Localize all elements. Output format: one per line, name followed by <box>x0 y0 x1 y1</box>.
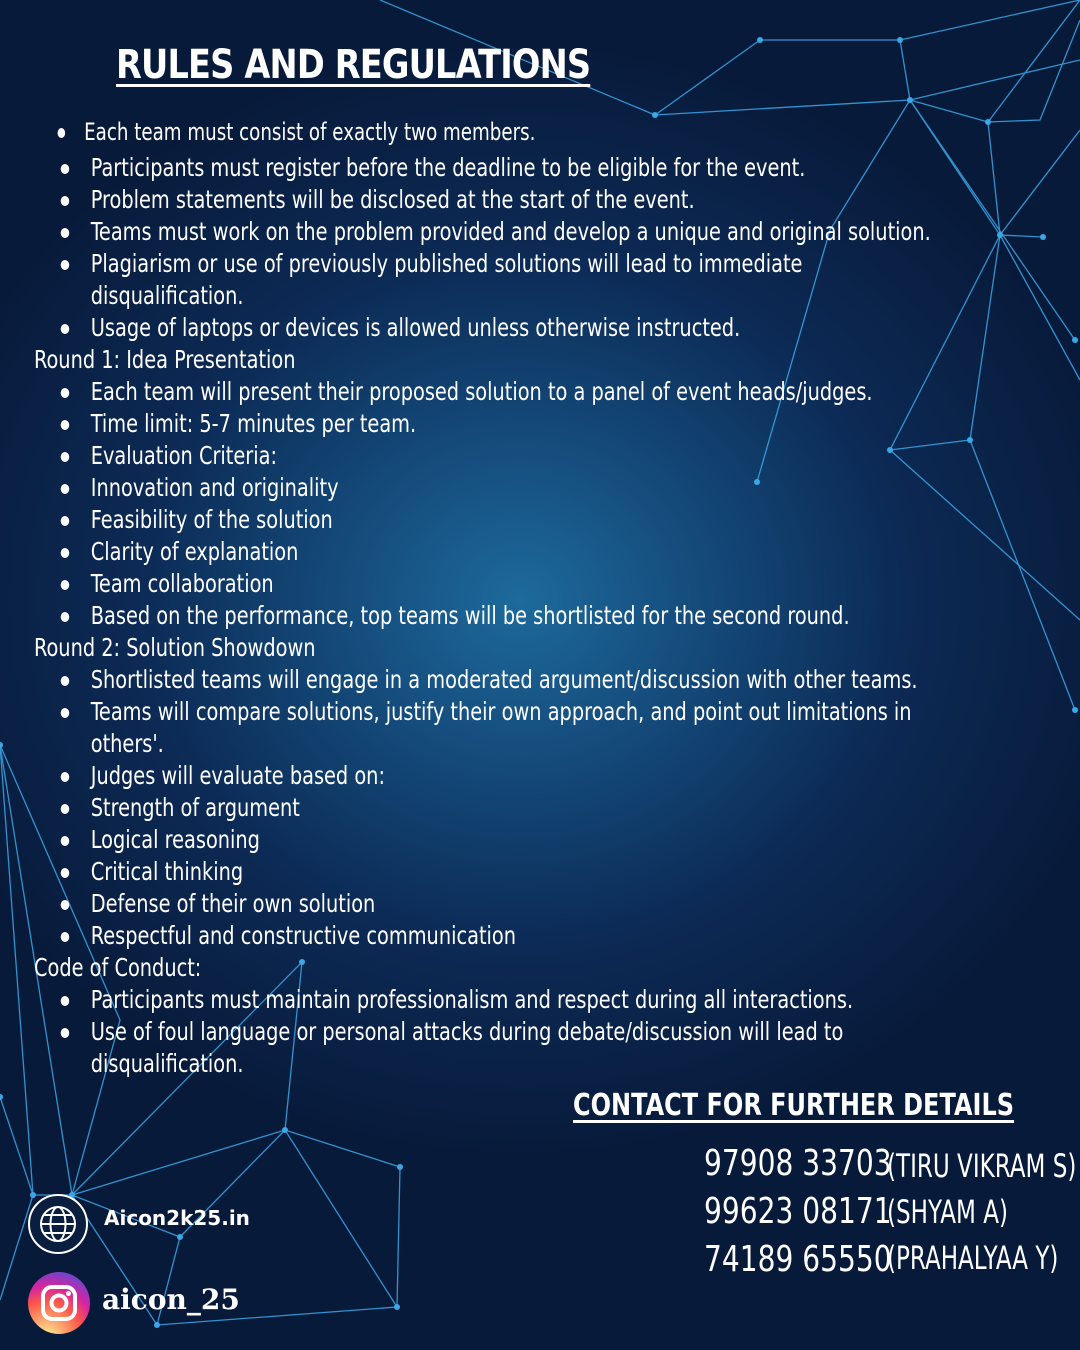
rule-item: Judges will evaluate based on: <box>34 760 911 792</box>
contact-entry <box>0 1143 1080 1189</box>
website-link[interactable]: Aicon2k25.in <box>104 1206 250 1230</box>
contact-phone[interactable]: 97908 33703 <box>704 1143 892 1184</box>
rule-item: Defense of their own solution <box>34 888 911 920</box>
rule-item: Participants must register before the deadline to be eligible for the event. <box>34 152 911 184</box>
page-title: RULES AND REGULATIONS <box>116 42 591 88</box>
rule-item: Each team will present their proposed solution to a panel of event heads/judges. <box>34 376 911 408</box>
contact-title: CONTACT FOR FURTHER DETAILS <box>573 1088 1015 1123</box>
rule-item: Feasibility of the solution <box>34 504 911 536</box>
globe-icon[interactable] <box>28 1194 88 1254</box>
rule-item: Teams will compare solutions, justify their own approach, and point out limitations in <box>34 696 911 728</box>
rule-item: Time limit: 5-7 minutes per team. <box>34 408 911 440</box>
rule-continuation: others'. <box>90 729 164 758</box>
rule-item: Logical reasoning <box>34 824 911 856</box>
contact-name: (SHYAM A) <box>887 1193 1008 1231</box>
contact-entry <box>0 1239 1080 1285</box>
rule-item: Team collaboration <box>34 568 911 600</box>
rule-item: Clarity of explanation <box>34 536 911 568</box>
rule-item: Evaluation Criteria: <box>34 440 911 472</box>
rule-item: Participants must maintain professionalism and respect during all interactions. <box>34 984 911 1016</box>
contact-name: (PRAHALYAA Y) <box>887 1239 1059 1277</box>
contact-phone[interactable]: 99623 08171 <box>704 1191 892 1232</box>
rule-item: Respectful and constructive communication <box>34 920 911 952</box>
rule-item: Plagiarism or use of previously published solutions will lead to immediate <box>34 248 911 280</box>
rule-item: Usage of laptops or devices is allowed unless otherwise instructed. <box>34 312 911 344</box>
rule-item: Teams must work on the problem provided and develop a unique and original solution. <box>34 216 911 248</box>
section-heading: Round 2: Solution Showdown <box>34 633 316 662</box>
rule-item: Each team must consist of exactly two members. <box>34 112 809 152</box>
rule-continuation: disqualification. <box>90 1049 244 1078</box>
instagram-icon[interactable] <box>28 1272 90 1334</box>
rule-item: Based on the performance, top teams will be shortlisted for the second round. <box>34 600 911 632</box>
contact-phone[interactable]: 74189 65550 <box>704 1239 892 1280</box>
rule-item: Problem statements will be disclosed at the start of the event. <box>34 184 911 216</box>
rule-item: Strength of argument <box>34 792 911 824</box>
rule-item: Innovation and originality <box>34 472 911 504</box>
rule-continuation: disqualification. <box>90 281 244 310</box>
rules-list <box>34 112 1054 1080</box>
rule-item: Shortlisted teams will engage in a moderated argument/discussion with other teams. <box>34 664 911 696</box>
rule-item: Use of foul language or personal attacks during debate/discussion will lead to <box>34 1016 911 1048</box>
rule-item: Critical thinking <box>34 856 911 888</box>
instagram-handle[interactable]: aicon_25 <box>102 1283 240 1316</box>
section-heading: Code of Conduct: <box>34 953 202 982</box>
contact-name: (TIRU VIKRAM S) <box>887 1147 1077 1185</box>
section-heading: Round 1: Idea Presentation <box>34 345 296 374</box>
